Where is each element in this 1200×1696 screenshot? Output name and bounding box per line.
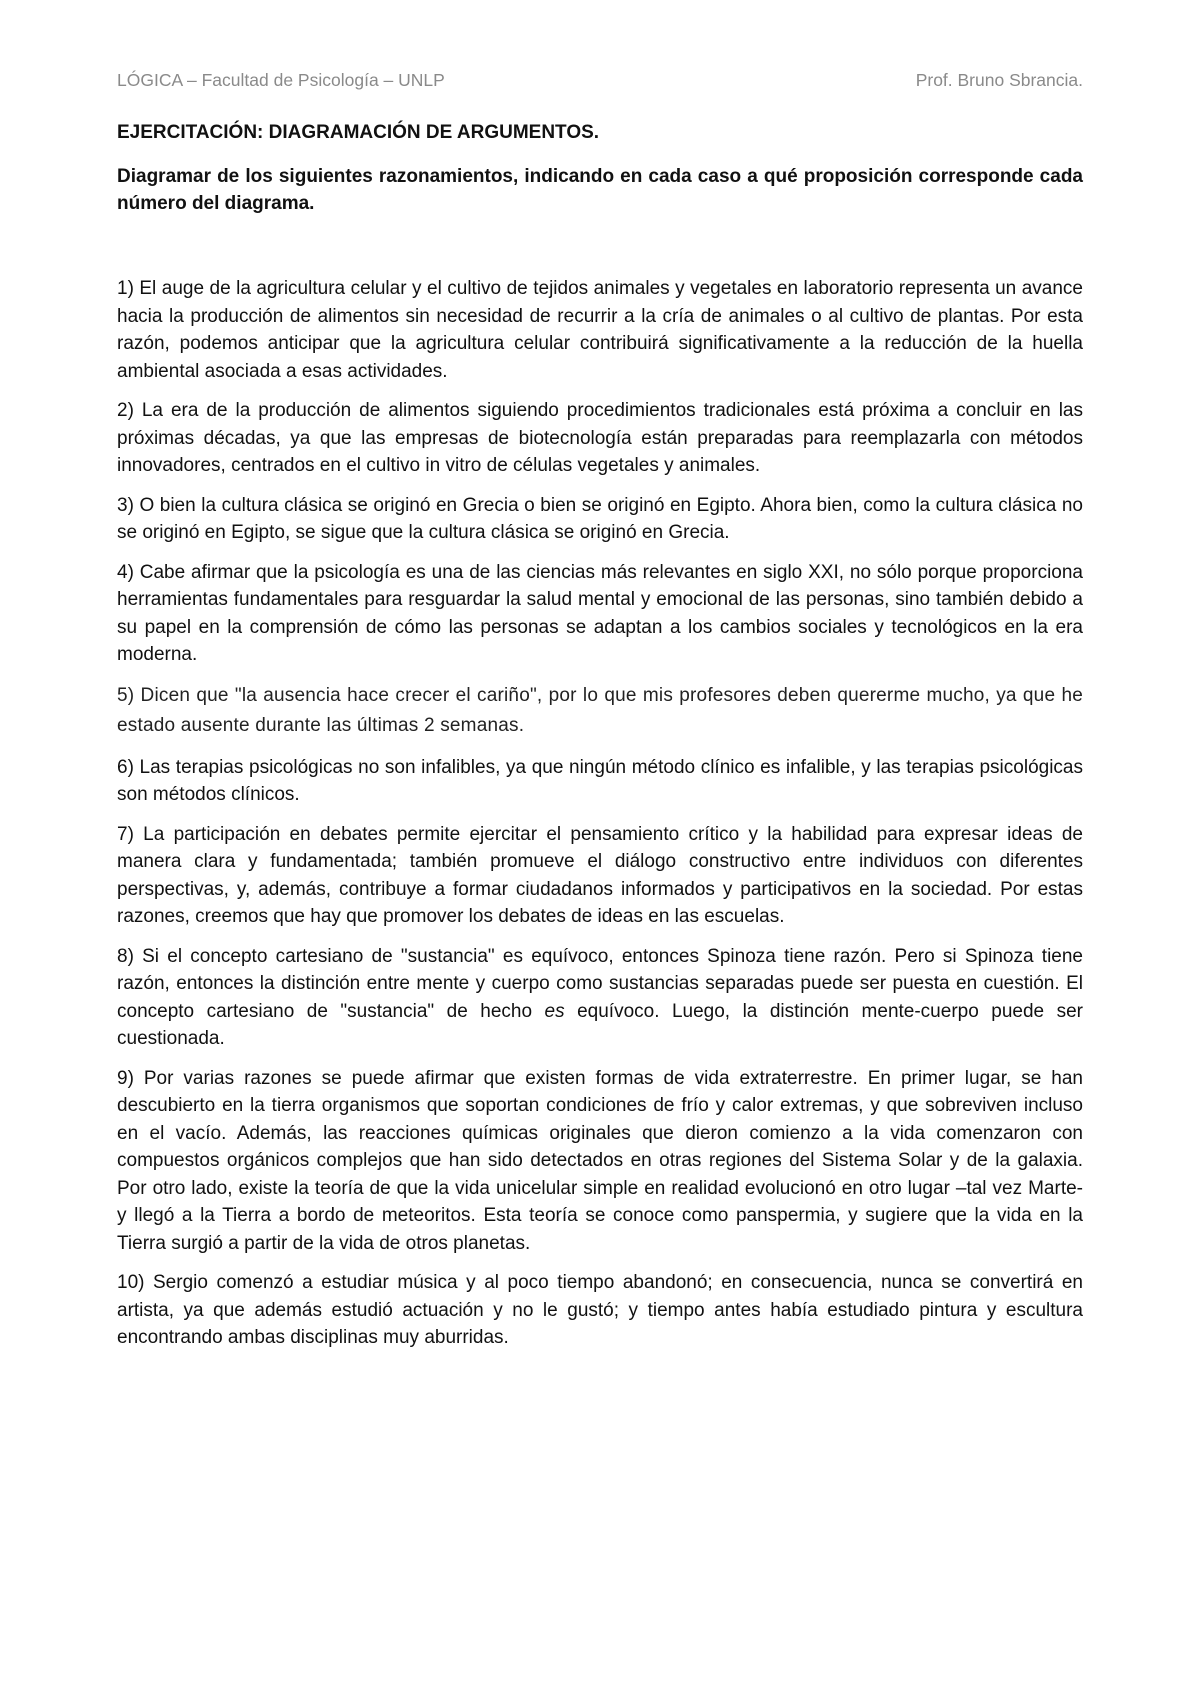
document-title: EJERCITACIÓN: DIAGRAMACIÓN DE ARGUMENTOS. — [117, 122, 600, 143]
exercise-8-text-before: 8) Si el concepto cartesiano de "sustancia" es equívoco, entonces Spinoza tiene razón. Pero si Spinoza tiene razón, entonces la distinción entre mente y cuerpo como sustancias separadas puede ser puesta en cuestión. El concepto cartesiano de "sustancia" de hecho — [117, 945, 1083, 1022]
exercise-2: 2) La era de la producción de alimentos siguiendo procedimientos tradicionales está próxima a concluir en las próximas décadas, ya que las empresas de biotecnología están preparadas para reemplazarla con métodos innovadores, centrados en el cultivo in vitro de células vegetales y animales. — [117, 400, 1083, 476]
instructions: Diagramar de los siguientes razonamientos, indicando en cada caso a qué proposición corresponde cada número del diagrama. — [117, 166, 1083, 214]
exercise-4: 4) Cabe afirmar que la psicología es una de las ciencias más relevantes en siglo XXI, no sólo porque proporciona herramientas fundamentales para resguardar la salud mental y emocional de las personas, sino también debido a su papel en la comprensión de cómo las personas se adaptan a los cambios sociales y tecnológicos en la era moderna. — [117, 561, 1083, 665]
exercise-7: 7) La participación en debates permite ejercitar el pensamiento crítico y la habilidad para expresar ideas de manera clara y fundamentada; también promueve el diálogo constructivo entre individuos con diferentes perspectivas, y, además, contribuye a formar ciudadanos informados y participativos en la sociedad. Por estas razones, creemos que hay que promover los debates de ideas en las escuelas. — [117, 823, 1083, 927]
exercise-6: 6) Las terapias psicológicas no son infalibles, ya que ningún método clínico es infalible, y las terapias psicológicas son métodos clínicos. — [117, 756, 1083, 805]
header-course: LÓGICA – Facultad de Psicología – UNLP — [117, 70, 445, 90]
exercise-list — [117, 275, 1083, 1364]
exercise-3: 3) O bien la cultura clásica se originó en Grecia o bien se originó en Egipto. Ahora bien, como la cultura clásica no se originó en Egipto, se sigue que la cultura clásica se originó en Grecia. — [117, 494, 1083, 543]
page-header — [117, 70, 1083, 96]
exercise-9: 9) Por varias razones se puede afirmar que existen formas de vida extraterrestre. En primer lugar, se han descubierto en la tierra organismos que soportan condiciones de frío y calor extremas, y que sobreviven incluso en el vacío. Además, las reacciones químicas originales que dieron comienzo a la vida comenzaron con compuestos orgánicos complejos que han sido detectados en otras regiones del Sistema Solar y de la galaxia. Por otro lado, existe la teoría de que la vida unicelular simple en realidad evolucionó en otro lugar –tal vez Marte- y llegó a la Tierra a bordo de meteoritos. Esta teoría se conoce como panspermia, y sugiere que la vida en la Tierra surgió a partir de la vida de otros planetas. — [117, 1067, 1083, 1254]
exercise-8-text-after: equívoco. Luego, la distinción mente-cuerpo puede ser cuestionada. — [117, 1000, 1083, 1049]
exercise-1: 1) El auge de la agricultura celular y el cultivo de tejidos animales y vegetales en laboratorio representa un avance hacia la producción de alimentos sin necesidad de recurrir a la cría de animales o al cultivo de plantas. Por esta razón, podemos anticipar que la agricultura celular contribuirá significativamente a la reducción de la huella ambiental asociada a esas actividades. — [117, 278, 1083, 382]
exercise-8 — [117, 943, 1083, 1053]
exercise-5: 5) Dicen que "la ausencia hace crecer el cariño", por lo que mis profesores deben quererme mucho, ya que he estado ausente durante las últimas 2 semanas. — [117, 684, 1083, 736]
exercise-10: 10) Sergio comenzó a estudiar música y al poco tiempo abandonó; en consecuencia, nunca se convertirá en artista, ya que además estudió actuación y no le gustó; y tiempo antes había estudiado pintura y escultura encontrando ambas disciplinas muy aburridas. — [117, 1272, 1083, 1348]
header-professor: Prof. Bruno Sbrancia. — [915, 70, 1083, 90]
exercise-8-emphasis: es — [544, 1000, 565, 1022]
